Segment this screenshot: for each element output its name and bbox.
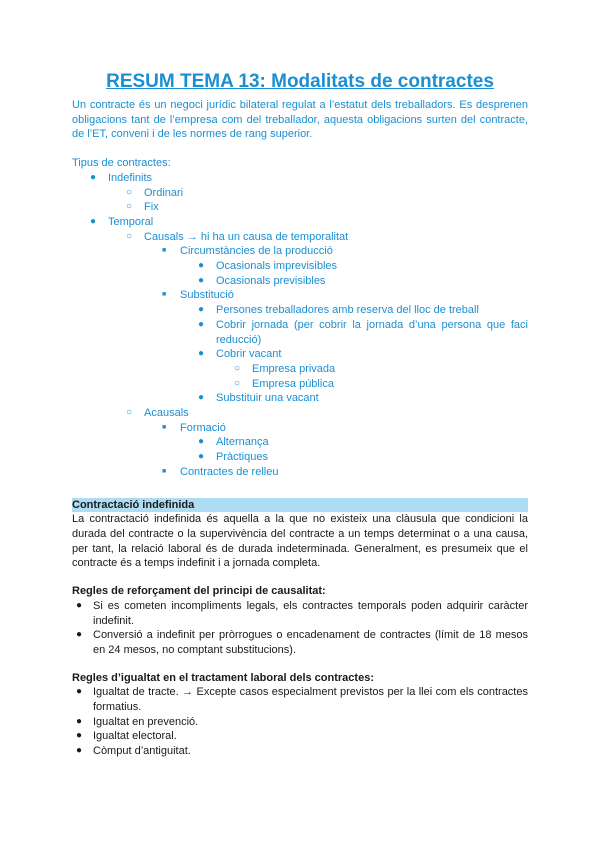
list-item: ● Cobrir jornada (per cobrir la jornada d’una persona que faci reducció) — [198, 318, 528, 346]
bullet-icon: ● — [76, 599, 83, 611]
page-title: RESUM TEMA 13: Modalitats de contractes — [106, 71, 494, 92]
list-item: ● Pràctiques — [198, 451, 268, 464]
list-item: ● Temporal — [90, 215, 154, 228]
bullet-icon: ● — [198, 274, 205, 286]
list-item: ○ Fix — [126, 201, 159, 214]
list-item: ○ Causals → hi ha un causa de temporalitat — [126, 230, 349, 243]
circle-bullet-icon: ○ — [234, 377, 241, 389]
circle-bullet-icon: ○ — [234, 362, 241, 374]
list-item: ○ Empresa pública — [234, 377, 334, 390]
circle-bullet-icon: ○ — [126, 186, 133, 198]
bullet-icon: ● — [198, 348, 205, 360]
indefinida-paragraph: La contractació indefinida és aquella a la que no existeix una clàusula que condicioni la durada del contracte o la supervivència del contracte a un temps determinat o a una causa, per tant, la relació laboral és de durada indeterminada. Generalment, es presumeix que el contracte és a temps indefinit i a jornada completa. — [72, 513, 528, 570]
bullet-icon: ● — [76, 686, 83, 698]
list-item: ● Substituir una vacant — [198, 392, 319, 405]
list-item: ○ Empresa privada — [234, 362, 336, 375]
square-bullet-icon: ■ — [162, 291, 167, 299]
list-item: ■ Circumstàncies de la producció — [162, 245, 333, 258]
bullet-icon: ● — [90, 171, 97, 183]
bullet-icon: ● — [198, 318, 205, 330]
causalitat-heading: Regles de reforçament del principi de causalitat: — [72, 585, 326, 598]
list-item: ● Còmput d’antiguitat. — [76, 745, 191, 758]
list-item: ■ Substitució — [162, 289, 234, 302]
bullet-icon: ● — [90, 215, 97, 227]
list-item: ● Indefinits — [90, 171, 153, 184]
square-bullet-icon: ■ — [162, 247, 167, 255]
bullet-icon: ● — [76, 715, 83, 727]
list-item: ■ Formació — [162, 421, 226, 434]
list-item: ● Persones treballadores amb reserva del lloc de treball — [198, 304, 479, 317]
circle-bullet-icon: ○ — [126, 230, 133, 242]
bullet-icon: ● — [198, 392, 205, 404]
list-item: ● Ocasionals previsibles — [198, 274, 326, 287]
bullet-icon: ● — [198, 304, 205, 316]
square-bullet-icon: ■ — [162, 423, 167, 431]
indefinida-heading: Contractació indefinida — [72, 498, 528, 513]
bullet-icon: ● — [76, 730, 83, 742]
contract-types-tree — [72, 171, 528, 480]
circle-bullet-icon: ○ — [126, 407, 133, 419]
square-bullet-icon: ■ — [162, 467, 167, 475]
list-item: ● Igualtat de tracte. → Excepte casos especialment previstos per la llei com els contractes formatius. — [76, 686, 528, 714]
circle-bullet-icon: ○ — [126, 201, 133, 213]
bullet-icon: ● — [76, 629, 83, 641]
bullet-icon: ● — [76, 745, 83, 757]
igualtat-list — [72, 685, 528, 759]
list-item: ● Cobrir vacant — [198, 348, 282, 361]
list-item: ● Conversió a indefinit per pròrrogues o encadenament de contractes (límit de 18 mesos en 24 mesos, no comptant substitucions). — [76, 629, 528, 656]
list-item: ● Igualtat electoral. — [76, 730, 177, 743]
list-item: ● Alternança — [198, 436, 269, 449]
document-page — [72, 70, 528, 759]
bullet-icon: ● — [198, 436, 205, 448]
list-item: ● Igualtat en prevenció. — [76, 715, 199, 728]
bullet-icon: ● — [198, 451, 205, 463]
igualtat-heading: Regles d’igualtat en el tractament laboral dels contractes: — [72, 671, 374, 684]
causalitat-list — [72, 599, 528, 658]
bullet-icon: ● — [198, 260, 205, 272]
intro-paragraph: Un contracte és un negoci jurídic bilateral regulat a l’estatut dels treballadors. Es desprenen obligacions tant de l’empresa com del treballador, aquesta obligacions surten del contracte, de l’ET, conveni i de les normes de rang superior. — [72, 99, 528, 141]
tipus-heading: Tipus de contractes: — [72, 157, 171, 170]
list-item: ■ Contractes de relleu — [162, 465, 279, 478]
list-item: ○ Ordinari — [126, 186, 184, 199]
list-item: ● Ocasionals imprevisibles — [198, 260, 338, 273]
list-item: ● Si es cometen incompliments legals, els contractes temporals poden adquirir caràcter indefinit. — [76, 599, 528, 627]
list-item: ○ Acausals — [126, 407, 189, 420]
